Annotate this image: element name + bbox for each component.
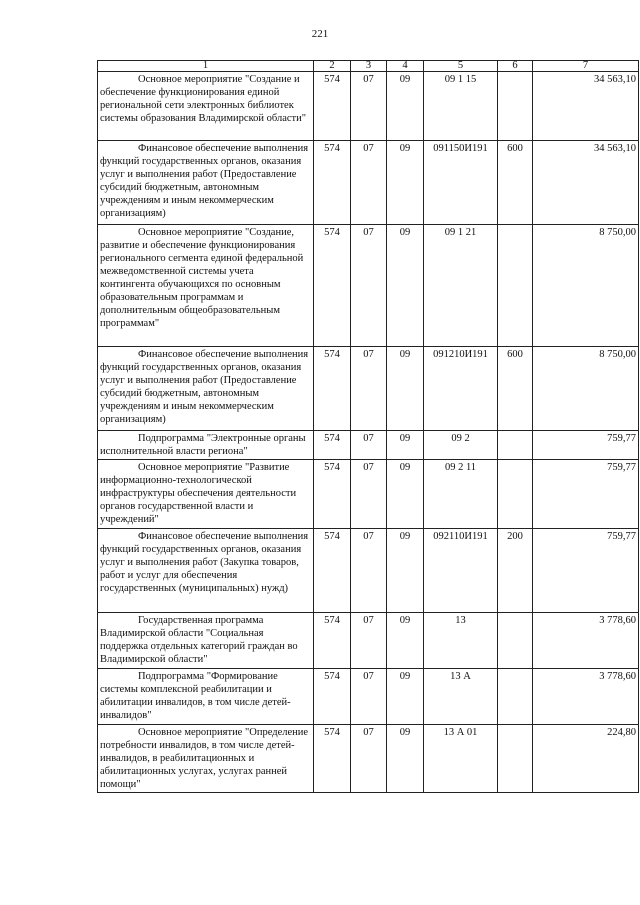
subsection-code: 09 [387,529,424,613]
section-code: 07 [351,669,387,725]
subsection-code: 09 [387,725,424,793]
amount: 34 563,10 [533,141,639,225]
item-name-cell [98,669,314,725]
expense-type-code: 600 [498,347,533,431]
column-header: 2 [314,61,351,72]
table-row [98,72,639,141]
item-name: Финансовое обеспечение выполнения функций государственных органов, оказания услуг и выполнения работ (Предоставление субсидий бюджетным, автономным учреждениям и иным некоммерческим организациям) [100,349,309,425]
amount: 3 778,60 [533,669,639,725]
table-row [98,347,639,431]
subsection-code: 09 [387,613,424,669]
item-name: Подпрограмма "Электронные органы исполнительной власти региона" [100,433,306,457]
ministry-code: 574 [314,347,351,431]
target-article-code: 092110И191 [424,529,498,613]
column-header: 1 [98,61,314,72]
expense-type-code [498,669,533,725]
item-name-cell [98,529,314,613]
column-header: 4 [387,61,424,72]
section-code: 07 [351,141,387,225]
target-article-code: 13 А [424,669,498,725]
item-name: Подпрограмма "Формирование системы комплексной реабилитации и абилитации инвалидов, в том числе детей-инвалидов" [100,671,291,721]
subsection-code: 09 [387,141,424,225]
ministry-code: 574 [314,529,351,613]
section-code: 07 [351,460,387,529]
ministry-code: 574 [314,725,351,793]
amount: 759,77 [533,460,639,529]
subsection-code: 09 [387,225,424,347]
column-header: 6 [498,61,533,72]
ministry-code: 574 [314,613,351,669]
table-row [98,141,639,225]
table-row [98,225,639,347]
ministry-code: 574 [314,431,351,460]
table-row [98,669,639,725]
ministry-code: 574 [314,72,351,141]
target-article-code: 091150И191 [424,141,498,225]
page-number: 221 [311,28,329,40]
subsection-code: 09 [387,460,424,529]
subsection-code: 09 [387,347,424,431]
amount: 34 563,10 [533,72,639,141]
target-article-code: 13 [424,613,498,669]
item-name-cell [98,347,314,431]
expense-type-code [498,725,533,793]
expense-type-code: 200 [498,529,533,613]
item-name: Основное мероприятие "Определение потребности инвалидов, в том числе детей-инвалидов, в реабилитационных и абилитационных услугах, услугах ранней помощи" [100,727,309,790]
ministry-code: 574 [314,141,351,225]
budget-table [97,60,639,793]
item-name-cell [98,141,314,225]
item-name: Основное мероприятие "Развитие информационно-технологической инфраструктуры обеспечения деятельности органов государственной власти и учреждений" [100,462,297,525]
item-name: Государственная программа Владимирской области "Социальная поддержка отдельных категорий граждан во Владимирской области" [100,615,298,665]
column-header: 5 [424,61,498,72]
expense-type-code [498,72,533,141]
target-article-code: 09 2 11 [424,460,498,529]
target-article-code: 09 1 21 [424,225,498,347]
item-name-cell [98,225,314,347]
item-name: Основное мероприятие "Создание и обеспечение функционирования единой региональной сети электронных библиотек системы образования Владимирской области" [100,74,307,124]
item-name-cell [98,72,314,141]
column-header: 7 [533,61,639,72]
item-name: Основное мероприятие "Создание, развитие и обеспечение функционирования регионального сегмента единой федеральной межведомственной системы учета контингента обучающихся по основным образовательным программам и дополнительным общеобразовательным программам" [100,227,304,329]
item-name-cell [98,613,314,669]
target-article-code: 09 1 15 [424,72,498,141]
amount: 3 778,60 [533,613,639,669]
subsection-code: 09 [387,669,424,725]
table-row [98,529,639,613]
section-code: 07 [351,613,387,669]
item-name: Финансовое обеспечение выполнения функций государственных органов, оказания услуг и выполнения работ (Предоставление субсидий бюджетным, автономным учреждениям и иным некоммерческим организациям) [100,143,309,219]
subsection-code: 09 [387,72,424,141]
target-article-code: 091210И191 [424,347,498,431]
section-code: 07 [351,72,387,141]
target-article-code: 09 2 [424,431,498,460]
subsection-code: 09 [387,431,424,460]
amount: 759,77 [533,431,639,460]
section-code: 07 [351,431,387,460]
item-name-cell [98,460,314,529]
amount: 224,80 [533,725,639,793]
expense-type-code [498,225,533,347]
ministry-code: 574 [314,225,351,347]
expense-type-code [498,460,533,529]
item-name: Финансовое обеспечение выполнения функций государственных органов, оказания услуг и выполнения работ (Закупка товаров, работ и услуг для обеспечения государственных (муниципальных) нужд) [100,531,309,594]
expense-type-code [498,613,533,669]
item-name-cell [98,431,314,460]
ministry-code: 574 [314,669,351,725]
amount: 8 750,00 [533,225,639,347]
amount: 759,77 [533,529,639,613]
expense-type-code: 600 [498,141,533,225]
table-row [98,725,639,793]
item-name-cell [98,725,314,793]
target-article-code: 13 А 01 [424,725,498,793]
amount: 8 750,00 [533,347,639,431]
table-row [98,613,639,669]
expense-type-code [498,431,533,460]
section-code: 07 [351,725,387,793]
ministry-code: 574 [314,460,351,529]
section-code: 07 [351,347,387,431]
table-row [98,460,639,529]
table-header-row [98,61,639,72]
section-code: 07 [351,225,387,347]
table-row [98,431,639,460]
section-code: 07 [351,529,387,613]
column-header: 3 [351,61,387,72]
